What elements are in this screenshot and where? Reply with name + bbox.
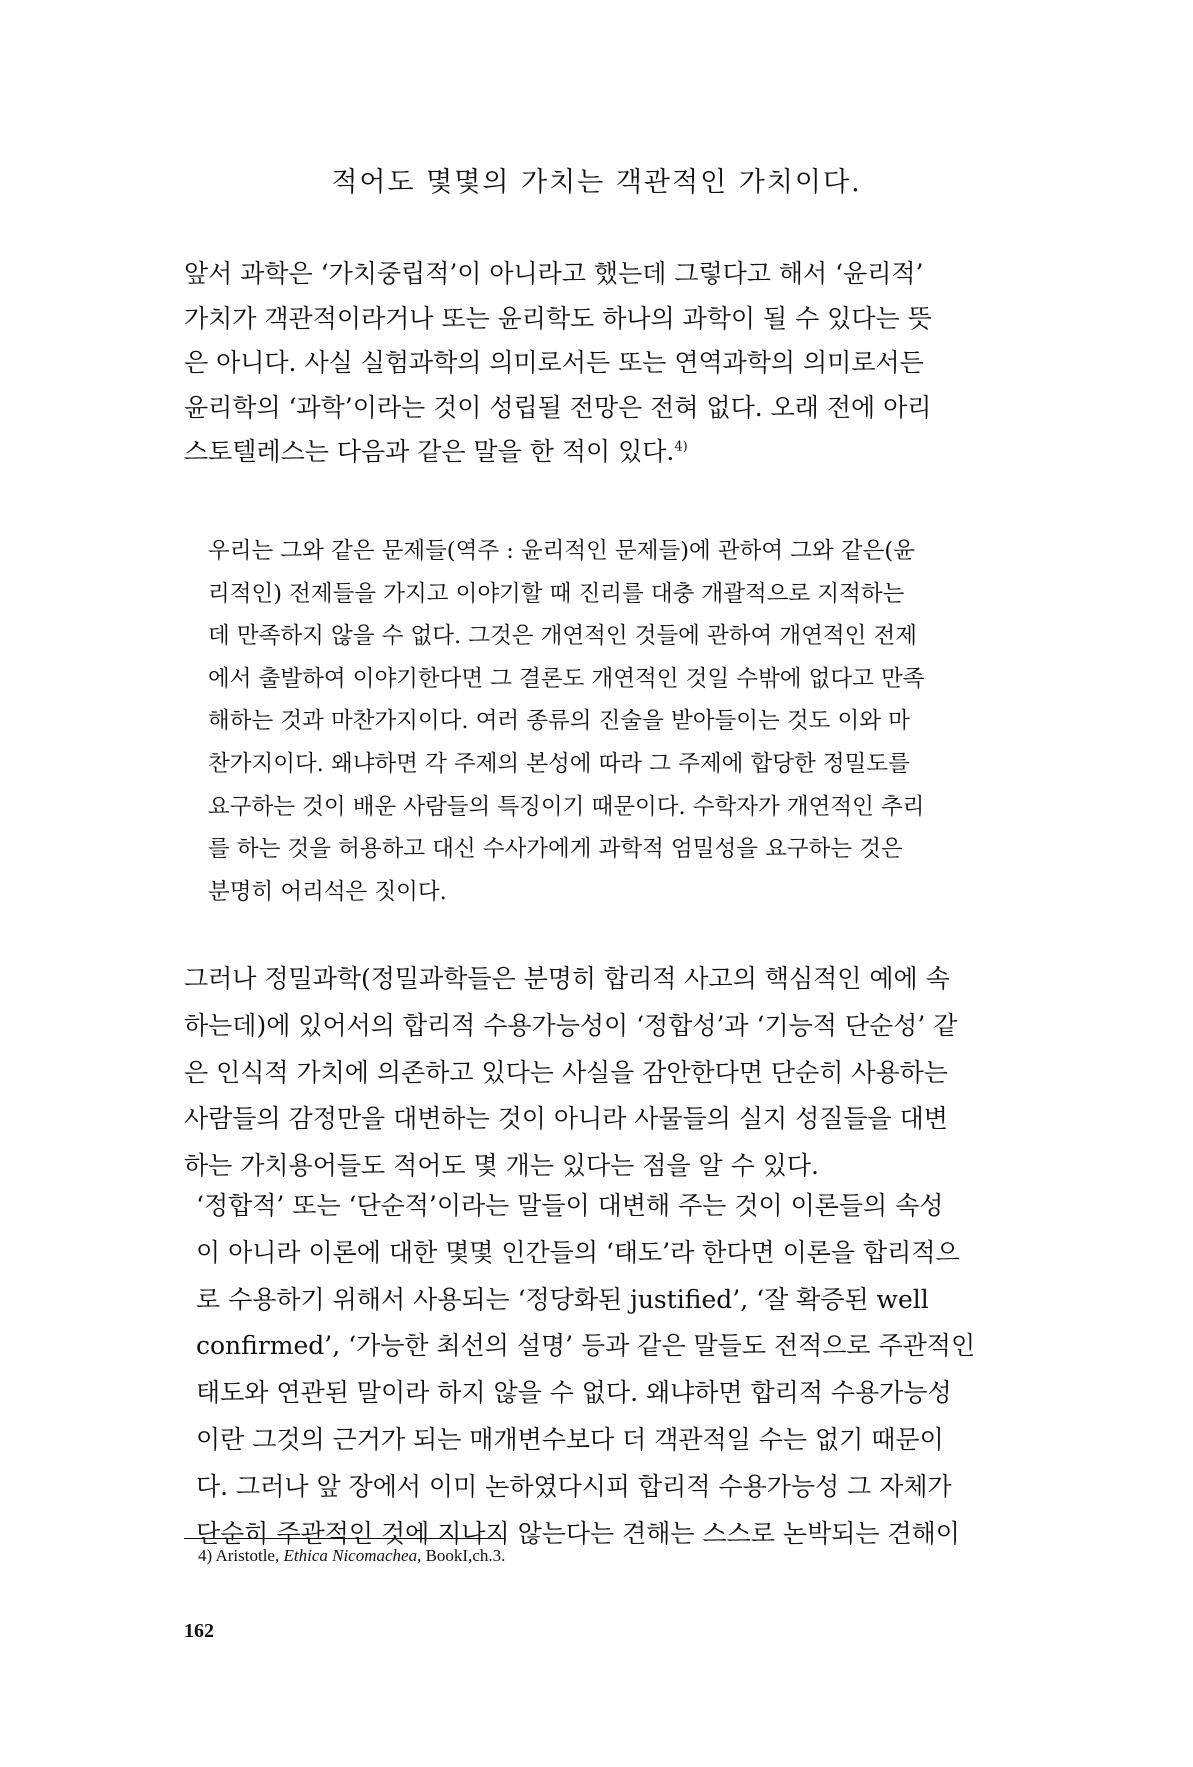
footnote-location: BookI,ch.3. [425,1546,506,1565]
text-line: 은 아니다. 사실 실험과학의 의미로서든 또는 연역과학의 의미로서든 [184,348,924,377]
text-line: 가치가 객관적이라거나 또는 윤리학도 하나의 과학이 될 수 있다는 뜻 [184,303,932,333]
footnote-number: 4) [198,1546,213,1565]
text-line: 로 수용하기 위해서 사용되는 ‘정당화된 justified’, ‘잘 확증된 well [196,1284,929,1314]
text-line: 은 인식적 가치에 의존하고 있다는 사실을 감안한다면 단순히 사용하는 [184,1057,948,1087]
quote-line: 에서 출발하여 이야기한다면 그 결론도 개연적인 것일 수밖에 없다고 만족 [208,665,925,692]
text-line: 하는 가치용어들도 적어도 몇 개는 있다는 점을 알 수 있다. [184,1151,819,1181]
text-line: 사람들의 감정만을 대변하는 것이 아니라 사물들의 실지 성질들을 대변 [184,1104,948,1134]
quote-line: 리적인) 전제들을 가지고 이야기할 때 진리를 대충 개괄적으로 지적하는 [208,580,905,607]
footnote-work-title: Ethica Nicomachea, [283,1546,422,1565]
text-line: 그러나 정밀과학(정밀과학들은 분명히 합리적 사고의 핵심적인 예에 속 [184,964,950,993]
text-line [184,430,1052,475]
quote-line: 요구하는 것이 배운 사람들의 특징이기 때문이다. 수학자가 개연적인 추리 [208,793,925,820]
text-line: 단순히 주관적인 것에 지나지 않는다는 견해는 스스로 논박되는 견해이 [196,1518,960,1548]
footnote-author: Aristotle, [215,1546,280,1565]
text-line: confirmed’, ‘가능한 최선의 설명’ 등과 같은 말들도 전적으로 주관적인 [196,1331,976,1361]
quote-line: 우리는 그와 같은 문제들(역주 : 윤리적인 문제들)에 관하여 그와 같은(윤 [208,538,915,564]
footnote-divider [184,1538,504,1539]
quote-line: 해하는 것과 마찬가지이다. 여러 종류의 진술을 받아들이는 것도 이와 마 [208,708,910,735]
text-line: 이란 그것의 근거가 되는 매개변수보다 더 객관적일 수는 없기 때문이 [196,1424,944,1454]
text-line: 앞서 과학은 ‘가치중립적’이 아니라고 했는데 그렇다고 해서 ‘윤리적’ [184,259,924,288]
text-line-content: 스토텔레스는 다음과 같은 말을 한 적이 있다. [184,437,675,466]
text-line: ‘정합적’ 또는 ‘단순적’이라는 말들이 대변해 주는 것이 이론들의 속성 [196,1191,944,1220]
quote-line: 분명히 어리석은 짓이다. [208,878,447,905]
text-line: 이 아니라 이론에 대한 몇몇 인간들의 ‘태도’라 한다면 이론을 합리적으 [196,1237,960,1267]
footnote [198,1546,505,1566]
block-quote [208,530,1052,913]
footnote-marker: 4) [674,439,688,455]
quote-line: 데 만족하지 않을 수 없다. 그것은 개연적인 것들에 관하여 개연적인 전제 [208,623,917,650]
quote-line: 를 하는 것을 허용하고 대신 수사가에게 과학적 엄밀성을 요구하는 것은 [208,836,903,863]
text-line: 윤리학의 ‘과학’이라는 것이 성립될 전망은 전혀 없다. 오래 전에 아리 [184,392,932,422]
text-line: 다. 그러나 앞 장에서 이미 논하였다시피 합리적 수용가능성 그 자체가 [196,1471,952,1501]
third-paragraph [184,1183,1052,1557]
section-heading: 적어도 몇몇의 가치는 객관적인 가치이다. [331,167,862,198]
intro-paragraph [184,252,1052,475]
quote-line: 찬가지이다. 왜냐하면 각 주제의 본성에 따라 그 주제에 합당한 정밀도를 [208,750,910,777]
second-paragraph [184,956,1052,1190]
text-line: 하는데)에 있어서의 합리적 수용가능성이 ‘정합성’과 ‘기능적 단순성’ 같 [184,1010,958,1040]
page-number: 162 [184,1620,214,1642]
text-line: 태도와 연관된 말이라 하지 않을 수 없다. 왜냐하면 합리적 수용가능성 [196,1378,952,1408]
